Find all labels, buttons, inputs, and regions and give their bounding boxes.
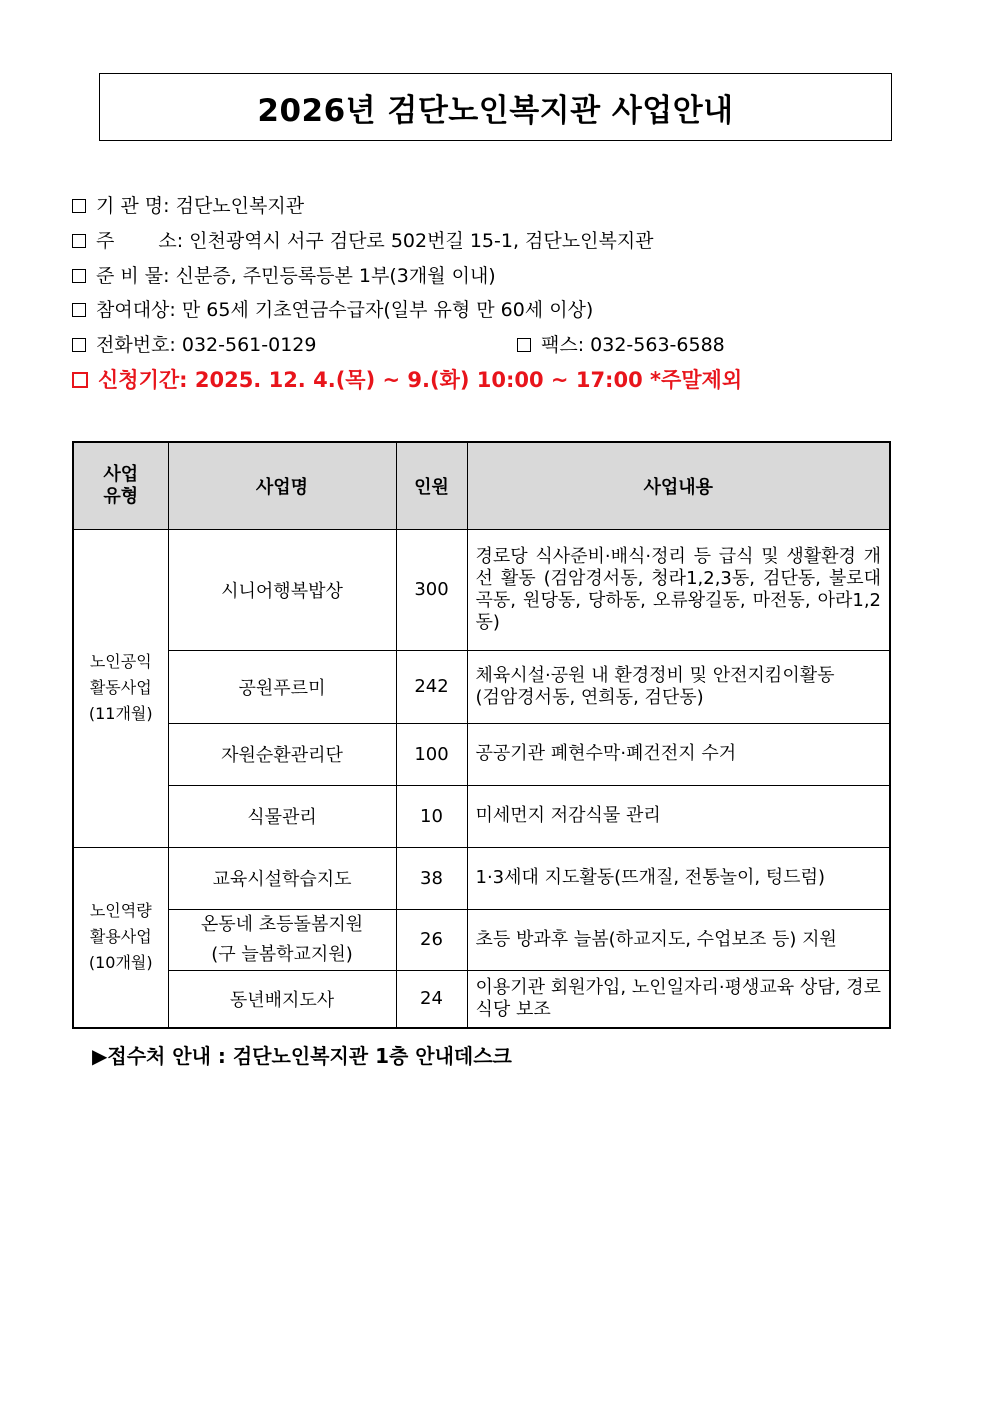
info-value: 032-561-0129 [181,334,317,356]
info-value: 만 65세 기초연금수급자(일부 유형 만 60세 이상) [181,299,594,321]
program-name: 교육시설학습지도 [168,847,396,909]
program-name: 동년배지도사 [168,970,396,1028]
checkbox-icon [72,199,86,213]
header-content: 사업내용 [467,442,890,529]
header-name: 사업명 [168,442,396,529]
checkbox-icon [72,372,88,388]
table-row [73,785,890,847]
info-target [72,295,593,322]
info-prep [72,261,496,288]
program-count: 100 [396,723,467,785]
info-label: 기 관 명: [96,195,170,217]
period-text: 신청기간: 2025. 12. 4.(목) ~ 9.(화) 10:00 ~ 17:00 *주말제외 [98,368,743,392]
group-cell-public: 노인공익 활동사업 (11개월) [73,529,168,847]
program-name: 온동네 초등돌봄지원 (구 늘봄학교지원) [168,909,396,970]
info-value: 신분증, 주민등록등본 1부(3개월 이내) [175,265,496,287]
program-content: 이용기관 회원가입, 노인일자리·평생교육 상담, 경로식당 보조 [467,970,890,1028]
program-name: 자원순환관리단 [168,723,396,785]
info-label: 소: [158,230,184,252]
table-header-row [73,442,890,529]
info-org [72,191,304,218]
info-address [72,226,654,253]
checkbox-icon [72,234,86,248]
program-content: 미세먼지 저감식물 관리 [467,785,890,847]
program-content: 초등 방과후 늘봄(하교지도, 수업보조 등) 지원 [467,909,890,970]
program-name: 공원푸르미 [168,650,396,723]
program-name: 시니어행복밥상 [168,529,396,650]
program-count: 26 [396,909,467,970]
header-count: 인원 [396,442,467,529]
program-content: 공공기관 폐현수막·폐건전지 수거 [467,723,890,785]
info-label: 팩스: [541,334,585,356]
program-content: 체육시설·공원 내 환경정비 및 안전지킴이활동 (검암경서동, 연희동, 검단동) [467,650,890,723]
info-value: 인천광역시 서구 검단로 502번길 15-1, 검단노인복지관 [189,230,654,252]
program-count: 24 [396,970,467,1028]
program-content: 1·3세대 지도활동(뜨개질, 전통놀이, 텅드럼) [467,847,890,909]
program-content: 경로당 식사준비·배식·정리 등 급식 및 생활환경 개선 활동 (검암경서동, 청라1,2,3동, 검단동, 불로대곡동, 원당동, 당하동, 오류왕길동, 마전동, 아라1,2동) [467,529,890,650]
info-fax [517,330,725,357]
table-row [73,847,890,909]
checkbox-icon [72,269,86,283]
group-cell-capacity: 노인역량 활용사업 (10개월) [73,847,168,1028]
program-count: 242 [396,650,467,723]
info-label: 주 [96,230,115,252]
page-title: 2026년 검단노인복지관 사업안내 [257,92,734,129]
info-phone [72,330,316,357]
info-value: 032-563-6588 [590,334,725,356]
table-row [73,723,890,785]
table-row [73,970,890,1028]
checkbox-icon [72,338,86,352]
info-value: 검단노인복지관 [175,195,305,217]
program-count: 300 [396,529,467,650]
info-period [72,364,742,394]
title-box [99,73,892,141]
header-type: 사업 유형 [73,442,168,529]
checkbox-icon [72,303,86,317]
program-name: 식물관리 [168,785,396,847]
info-label: 참여대상: [96,299,176,321]
table-row [73,529,890,650]
program-count: 38 [396,847,467,909]
checkbox-icon [517,338,531,352]
program-count: 10 [396,785,467,847]
table-row [73,909,890,970]
table-row [73,650,890,723]
info-label: 전화번호: [96,334,176,356]
program-table [72,441,891,1029]
reception-note: ▶접수처 안내 : 검단노인복지관 1층 안내데스크 [92,1044,512,1068]
info-label: 준 비 물: [96,265,170,287]
